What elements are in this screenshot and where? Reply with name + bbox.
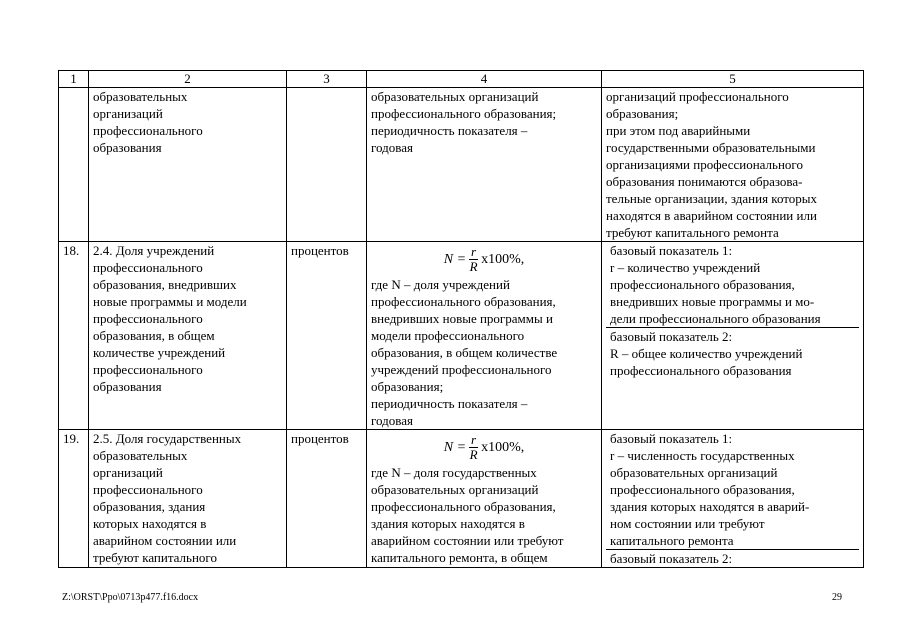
formula-lhs: N = (443, 251, 467, 267)
indicator-table (58, 70, 864, 568)
base-indicator-2: базовый показатель 2: R – общее количество учреждений профессионального образования (610, 329, 803, 378)
table-row-18 (59, 242, 864, 430)
column-header-2: 2 (89, 71, 287, 88)
formula-tail: , (520, 439, 525, 455)
formula-numerator: r (471, 431, 477, 447)
formula-rhs: x100% (481, 439, 521, 455)
formula-rhs: x100% (481, 251, 521, 267)
cell-indicator-name: 2.5. Доля государственных образовательных организаций профессионального образования, здания которых находятся в аварийном состоянии или требуют капитального (89, 430, 287, 568)
formula (371, 242, 597, 276)
cell-method (367, 430, 602, 568)
cell-base-indicators: организаций профессионального образования; при этом под аварийными государственными образовательными организациями профессионального образования понимаются образова- тельные организации, здания которых находятся в аварийном состоянии или требуют капитального ремонта (602, 88, 864, 242)
cell-number: 19. (59, 430, 89, 568)
formula-denominator: R (469, 258, 478, 274)
cell-number (59, 88, 89, 242)
method-description: где N – доля государственных образовательных организаций профессионального образования, здания которых находятся в аварийном состоянии или требуют капитального ремонта, в общем (371, 465, 564, 565)
cell-method: образовательных организаций профессионального образования; периодичность показателя – годовая (367, 88, 602, 242)
column-header-4: 4 (367, 71, 602, 88)
cell-indicator-name: образовательных организаций профессионального образования (89, 88, 287, 242)
header-row (59, 71, 864, 88)
table-row-19 (59, 430, 864, 568)
base-indicator-2: базовый показатель 2: (610, 551, 733, 566)
footer-file-path: Z:\ORST\Ppo\0713p477.f16.docx (62, 592, 199, 603)
method-description: где N – доля учреждений профессионального образования, внедривших новые программы и модели профессионального образования, в общем количестве учреждений профессионального образования; периодичность показателя – годовая (371, 277, 558, 428)
formula-fraction (469, 433, 478, 462)
formula-fraction (469, 245, 478, 274)
formula (371, 430, 597, 464)
formula-lhs: N = (443, 439, 467, 455)
column-header-3: 3 (287, 71, 367, 88)
column-header-1: 1 (59, 71, 89, 88)
column-header-5: 5 (602, 71, 864, 88)
footer-page-number: 29 (832, 592, 842, 603)
cell-method (367, 242, 602, 430)
cell-base-indicators (602, 430, 864, 568)
base-indicator-1: базовый показатель 1: r – количество учреждений профессионального образования, внедривших новые программы и мо- дели профессионального образования (606, 242, 859, 328)
formula-denominator: R (469, 446, 478, 462)
table-row-continuation (59, 88, 864, 242)
base-indicator-1: базовый показатель 1: r – численность государственных образовательных организаций профессионального образования, здания которых находятся в аварий- ном состоянии или требуют капитального ремонта (606, 430, 859, 550)
cell-indicator-name: 2.4. Доля учреждений профессионального образования, внедривших новые программы и модели профессионального образования, в общем количестве учреждений профессионального образования (89, 242, 287, 430)
cell-unit: процентов (287, 242, 367, 430)
cell-unit: процентов (287, 430, 367, 568)
formula-numerator: r (471, 243, 477, 259)
cell-number: 18. (59, 242, 89, 430)
cell-unit (287, 88, 367, 242)
cell-base-indicators (602, 242, 864, 430)
formula-tail: , (520, 251, 525, 267)
